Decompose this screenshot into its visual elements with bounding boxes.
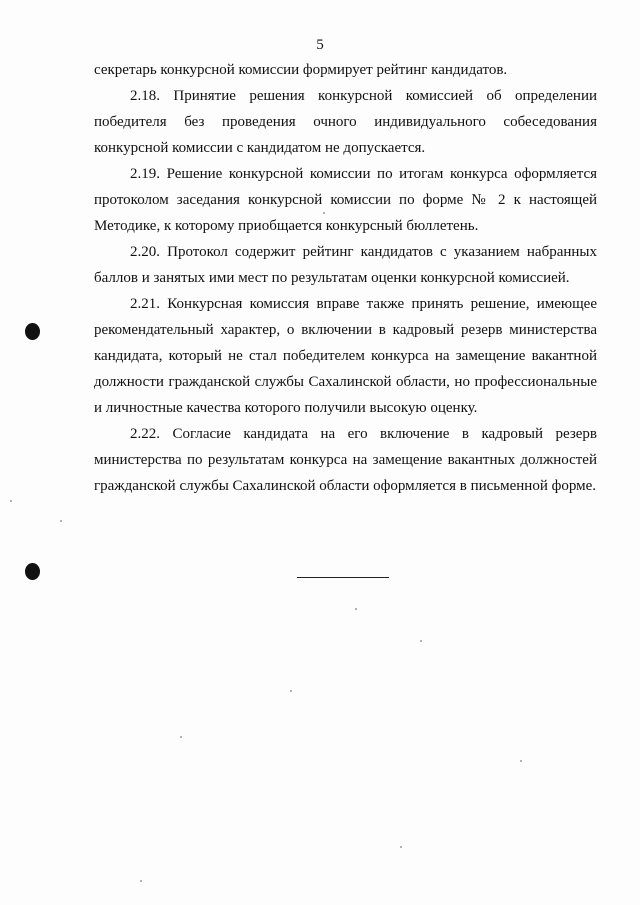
paragraph-2-20-first-line: 2.20. Протокол содержит рейтинг кандидатов с указанием набранных [130, 244, 597, 260]
paragraph-2-18-first-line: 2.18. Принятие решения конкурсной комиссией об определении [130, 88, 597, 104]
scan-speck [355, 608, 357, 610]
text-line: протоколом заседания конкурсной комиссии по форме № 2 к настоящей [94, 192, 597, 208]
text-line: гражданской службы Сахалинской области оформляется в письменной форме. [94, 478, 597, 494]
paragraph-2-19-first-line: 2.19. Решение конкурсной комиссии по итогам конкурса оформляется [130, 166, 597, 182]
page-number: 5 [316, 37, 324, 53]
paragraph-2-22-first-line: 2.22. Согласие кандидата на его включение в кадровый резерв [130, 426, 597, 442]
scan-speck [180, 736, 182, 738]
paragraph-2-21-first-line: 2.21. Конкурсная комиссия вправе также принять решение, имеющее [130, 296, 597, 312]
punch-hole-mark [25, 323, 40, 340]
text-line: секретарь конкурсной комиссии формирует рейтинг кандидатов. [94, 62, 508, 78]
text-line: баллов и занятых ими мест по результатам оценки конкурсной комиссией. [94, 270, 570, 286]
text-line: и личностные качества которого получили высокую оценку. [94, 400, 478, 416]
scan-speck [400, 846, 402, 848]
text-line: победителя без проведения очного индивидуального собеседования [94, 114, 597, 130]
punch-hole-mark [25, 563, 40, 580]
text-line: Методике, к которому приобщается конкурсный бюллетень. [94, 218, 479, 234]
scan-speck [420, 640, 422, 642]
scan-speck [520, 760, 522, 762]
text-line: должности гражданской службы Сахалинской области, но профессиональные [94, 374, 597, 390]
scan-speck [140, 880, 142, 882]
end-separator-line [297, 577, 389, 578]
scan-speck [10, 500, 12, 502]
text-line: министерства по результатам конкурса на замещение вакантных должностей [94, 452, 597, 468]
text-line: кандидата, который не стал победителем конкурса на замещение вакантной [94, 348, 597, 364]
scan-speck [290, 690, 292, 692]
scan-speck [323, 212, 325, 214]
text-line: конкурсной комиссии с кандидатом не допускается. [94, 140, 426, 156]
text-line: рекомендательный характер, о включении в кадровый резерв министерства [94, 322, 597, 338]
scan-speck [60, 520, 62, 522]
